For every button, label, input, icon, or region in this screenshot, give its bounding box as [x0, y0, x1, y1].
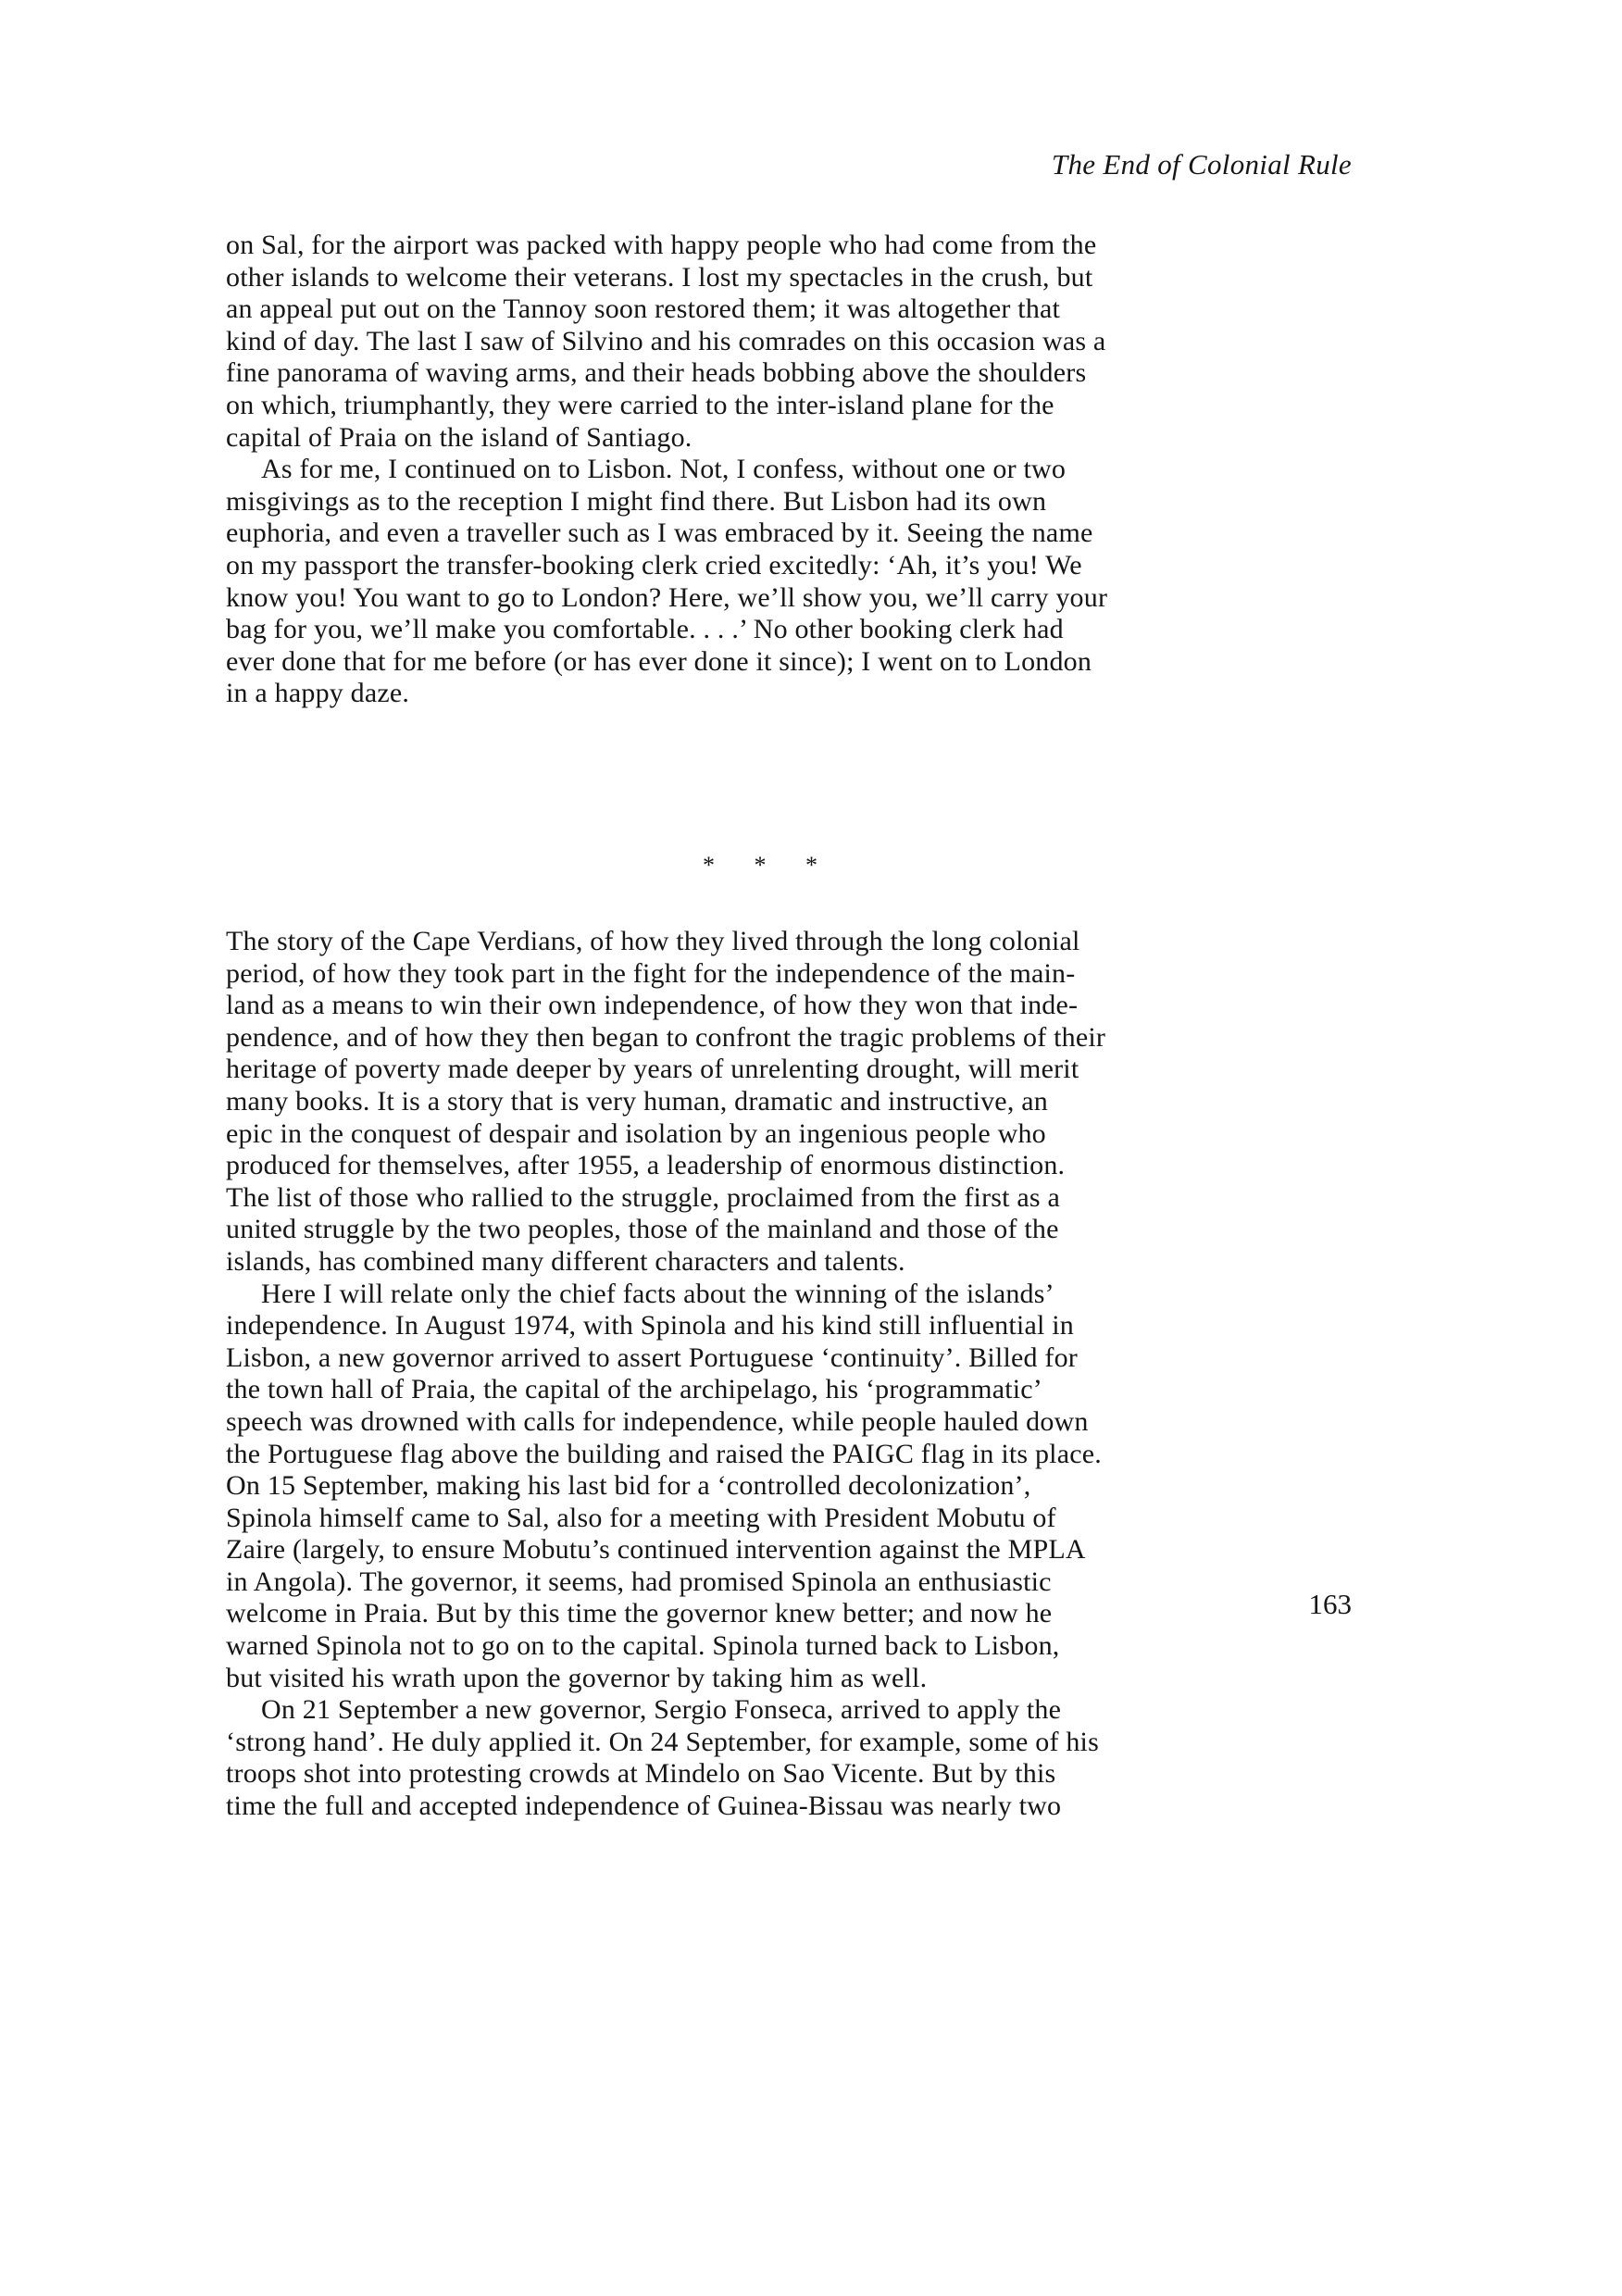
- section-break-asterisks: * * *: [703, 852, 834, 879]
- text-line: united struggle by the two peoples, those of the mainland and those of the: [226, 1214, 1059, 1245]
- text-line: ‘strong hand’. He duly applied it. On 24 September, for example, some of his: [226, 1726, 1099, 1757]
- running-header: The End of Colonial Rule: [1051, 148, 1352, 181]
- text-line: but visited his wrath upon the governor by taking him as well.: [226, 1662, 928, 1693]
- text-line: many books. It is a story that is very human, dramatic and instructive, an: [226, 1085, 1048, 1117]
- text-line: On 21 September a new governor, Sergio Fonseca, arrived to apply the: [261, 1694, 1062, 1726]
- text-line: ever done that for me before (or has ever done it since); I went on to London: [226, 645, 1092, 677]
- text-line: other islands to welcome their veterans. I lost my spectacles in the crush, but: [226, 261, 1093, 293]
- text-line: on Sal, for the airport was packed with happy people who had come from the: [226, 230, 1097, 260]
- text-line: Here I will relate only the chief facts about the winning of the islands’: [261, 1278, 1054, 1309]
- text-line: capital of Praia on the island of Santiago.: [226, 421, 692, 453]
- text-line: Lisbon, a new governor arrived to assert Portuguese ‘continuity’. Billed for: [226, 1341, 1078, 1373]
- text-line: period, of how they took part in the fight for the independence of the main-: [226, 957, 1076, 989]
- text-line: produced for themselves, after 1955, a leadership of enormous distinction.: [226, 1150, 1066, 1181]
- text-line: on my passport the transfer-booking clerk cried excitedly: ‘Ah, it’s you! We: [226, 549, 1082, 580]
- text-line: misgivings as to the reception I might find there. But Lisbon had its own: [226, 485, 1047, 517]
- text-line: speech was drowned with calls for independence, while people hauled down: [226, 1405, 1089, 1437]
- paragraph: [226, 1694, 1374, 1822]
- text-line: As for me, I continued on to Lisbon. Not, I confess, without one or two: [261, 454, 1067, 485]
- text-line: troops shot into protesting crowds at Mindelo on Sao Vicente. But by this: [226, 1758, 1056, 1790]
- paragraph: [226, 926, 1374, 1279]
- text-line: pendence, and of how they then began to confront the tragic problems of their: [226, 1021, 1106, 1053]
- text-line: time the full and accepted independence of Guinea-Bissau was nearly two: [226, 1791, 1062, 1822]
- text-line: The list of those who rallied to the struggle, proclaimed from the first as a: [226, 1181, 1061, 1213]
- text-line: kind of day. The last I saw of Silvino and his comrades on this occasion was a: [226, 325, 1106, 356]
- paragraph: [226, 1279, 1374, 1695]
- text-line: on which, triumphantly, they were carried to the inter-island plane for the: [226, 389, 1054, 420]
- paragraph: [226, 230, 1374, 454]
- text-line: the Portuguese flag above the building and raised the PAIGC flag in its place.: [226, 1438, 1102, 1469]
- text-line: know you! You want to go to London? Here, we’ll show you, we’ll carry your: [226, 581, 1108, 613]
- text-line: epic in the conquest of despair and isolation by an ingenious people who: [226, 1117, 1046, 1149]
- text-line: heritage of poverty made deeper by years of unrelenting drought, will merit: [226, 1054, 1079, 1085]
- text-line: bag for you, we’ll make you comfortable. . . .’ No other booking clerk had: [226, 614, 1064, 645]
- text-line: an appeal put out on the Tannoy soon restored them; it was altogether that: [226, 293, 1061, 325]
- text-line: independence. In August 1974, with Spinola and his kind still influential in: [226, 1310, 1074, 1341]
- text-line: islands, has combined many different characters and talents.: [226, 1245, 905, 1277]
- text-line: fine panorama of waving arms, and their heads bobbing above the shoulders: [226, 357, 1087, 389]
- text-line: Spinola himself came to Sal, also for a meeting with President Mobutu of: [226, 1502, 1056, 1533]
- text-line: The story of the Cape Verdians, of how they lived through the long colonial: [226, 926, 1080, 956]
- text-line: land as a means to win their own independence, of how they won that inde-: [226, 990, 1079, 1021]
- text-line: warned Spinola not to go on to the capital. Spinola turned back to Lisbon,: [226, 1630, 1060, 1662]
- text-block-before-break: [226, 230, 1374, 710]
- paragraph: [226, 454, 1374, 710]
- page-number: 163: [1308, 1588, 1352, 1620]
- text-line: euphoria, and even a traveller such as I was embraced by it. Seeing the name: [226, 518, 1093, 549]
- text-line: in Angola). The governor, it seems, had promised Spinola an enthusiastic: [226, 1566, 1052, 1597]
- text-line: the town hall of Praia, the capital of the archipelago, his ‘programmatic’: [226, 1374, 1042, 1405]
- text-line: welcome in Praia. But by this time the governor knew better; and now he: [226, 1598, 1053, 1629]
- text-line: On 15 September, making his last bid for a ‘controlled decolonization’,: [226, 1470, 1031, 1502]
- text-block-after-break: [226, 926, 1374, 1823]
- text-line: Zaire (largely, to ensure Mobutu’s continued intervention against the MPLA: [226, 1534, 1086, 1566]
- text-line: in a happy daze.: [226, 678, 410, 709]
